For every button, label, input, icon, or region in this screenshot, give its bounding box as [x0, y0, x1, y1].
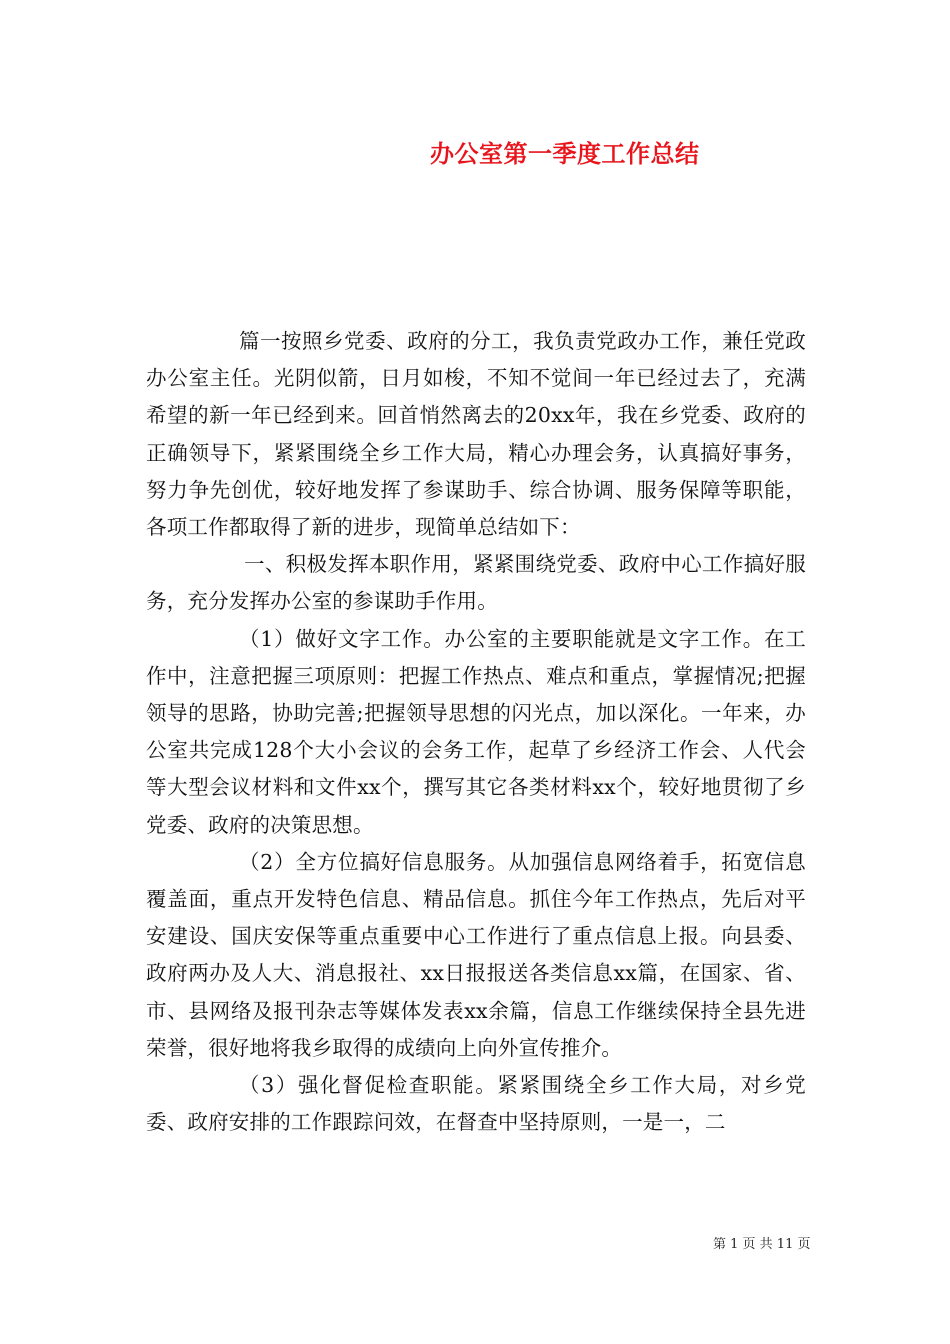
paragraph-item-1: （1）做好文字工作。办公室的主要职能就是文字工作。在工作中，注意把握三项原则：把握工作热点、难点和重点，掌握情况;把握领导的思路，协助完善;把握领导思想的闪光点，加以深化。一年来，办公室共完成128个大小会议的会务工作，起草了乡经济工作会、人代会等大型会议材料和文件xx个，撰写其它各类材料xx个，较好地贯彻了乡党委、政府的决策思想。 [146, 626, 806, 837]
paragraph-item-3: （3）强化督促检查职能。紧紧围绕全乡工作大局，对乡党委、政府安排的工作跟踪问效，在督查中坚持原则，一是一，二 [146, 1073, 806, 1135]
paragraph-item-2: （2）全方位搞好信息服务。从加强信息网络着手，拓宽信息覆盖面，重点开发特色信息、精品信息。抓住今年工作热点，先后对平安建设、国庆安保等重点重要中心工作进行了重点信息上报。向县委、政府两办及人大、消息报社、xx日报报送各类信息xx篇，在国家、省、市、县网络及报刊杂志等媒体发表xx余篇，信息工作继续保持全县先进荣誉，很好地将我乡取得的成绩向上向外宣传推介。 [146, 849, 806, 1060]
page-number-footer: 第 1 页 共 11 页 [713, 1237, 811, 1252]
paragraph-intro: 篇一按照乡党委、政府的分工，我负责党政办工作，兼任党政办公室主任。光阴似箭，日月如梭，不知不觉间一年已经过去了，充满希望的新一年已经到来。回首悄然离去的20xx年，我在乡党委、政府的正确领导下，紧紧围绕全乡工作大局，精心办理会务，认真搞好事务，努力争先创优，较好地发挥了参谋助手、综合协调、服务保障等职能，各项工作都取得了新的进步，现简单总结如下： [146, 329, 806, 540]
paragraph-section-one: 一、积极发挥本职作用，紧紧围绕党委、政府中心工作搞好服务，充分发挥办公室的参谋助手作用。 [146, 552, 806, 614]
document-body [146, 323, 806, 1141]
document-title: 办公室第一季度工作总结 [430, 139, 700, 168]
